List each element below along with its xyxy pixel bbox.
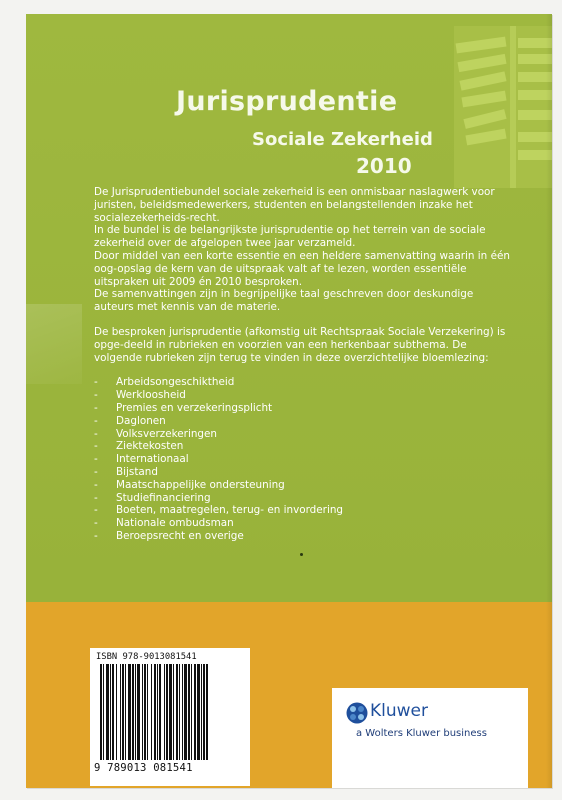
list-item: - Beroepsrecht en overige <box>94 530 512 543</box>
list-item: - Ziektekosten <box>94 440 512 453</box>
signpost-graphic <box>454 26 552 188</box>
signpost-sign <box>457 54 506 72</box>
signpost-sign <box>459 71 506 90</box>
list-item: - Boeten, maatregelen, terug- en invordering <box>94 504 512 517</box>
isbn-text: ISBN 978-9013081541 <box>96 652 197 662</box>
list-item: - Daglonen <box>94 415 512 428</box>
signpost-sign <box>463 109 506 129</box>
signpost-sign <box>456 37 507 54</box>
blurb-paragraph: De Jurisprudentiebundel sociale zekerheid is een onmisbaar naslagwerk voor juristen, beleidsmedewerkers, studenten en belangstellenden inzake het socialezekerheids-recht. <box>94 186 495 224</box>
list-item: - Arbeidsongeschiktheid <box>94 376 512 389</box>
publisher-panel <box>332 688 528 788</box>
publisher-tagline: a Wolters Kluwer business <box>356 728 487 739</box>
list-item: - Premies en verzekeringsplicht <box>94 402 512 415</box>
cover-year: 2010 <box>356 154 412 178</box>
kluwer-logo-icon <box>346 702 368 724</box>
blurb-text <box>94 186 512 543</box>
list-item: - Nationale ombudsman <box>94 517 512 530</box>
barcode-digits: 9 789013 081541 <box>94 762 193 774</box>
list-item: - Werkloosheid <box>94 389 512 402</box>
barcode-label <box>90 648 250 786</box>
publisher-name: Kluwer <box>370 701 428 721</box>
barcode-icon <box>100 664 240 760</box>
list-item: - Maatschappelijke ondersteuning <box>94 479 512 492</box>
signpost-pole <box>510 26 516 188</box>
cover-title: Jurisprudentie <box>176 86 398 117</box>
signpost-sign <box>465 129 506 146</box>
list-item: - Studiefinanciering <box>94 492 512 505</box>
list-item: - Volksverzekeringen <box>94 428 512 441</box>
signpost-sign <box>461 91 506 108</box>
blurb-paragraph: In de bundel is de belangrijkste jurisprudentie op het terrein van de sociale zekerheid over de afgelopen twee jaar verzameld. <box>94 224 486 250</box>
print-speck <box>300 553 303 556</box>
list-item: - Internationaal <box>94 453 512 466</box>
list-item: - Bijstand <box>94 466 512 479</box>
faded-background-photo <box>26 304 82 384</box>
blurb-paragraph: De samenvattingen zijn in begrijpelijke taal geschreven door deskundige auteurs met kennis van de materie. <box>94 288 474 314</box>
rubrieken-intro: De besproken jurisprudentie (afkomstig uit Rechtspraak Sociale Verzekering) is opge-deeld in rubrieken en voorzien van een herkenbaar subthema. De volgende rubrieken zijn terug te vinden in deze overzichtelijke bloemlezing: <box>94 325 506 364</box>
blurb-paragraph: Door middel van een korte essentie en een heldere samenvatting waarin in één oog-opslag de kern van de uitspraak valt af te lezen, worden essentiële uitspraken uit 2009 én 2010 besproken. <box>94 249 510 288</box>
spine-shadow <box>546 14 552 788</box>
cover-subtitle: Sociale Zekerheid <box>252 129 433 150</box>
rubrieken-list <box>94 376 512 542</box>
